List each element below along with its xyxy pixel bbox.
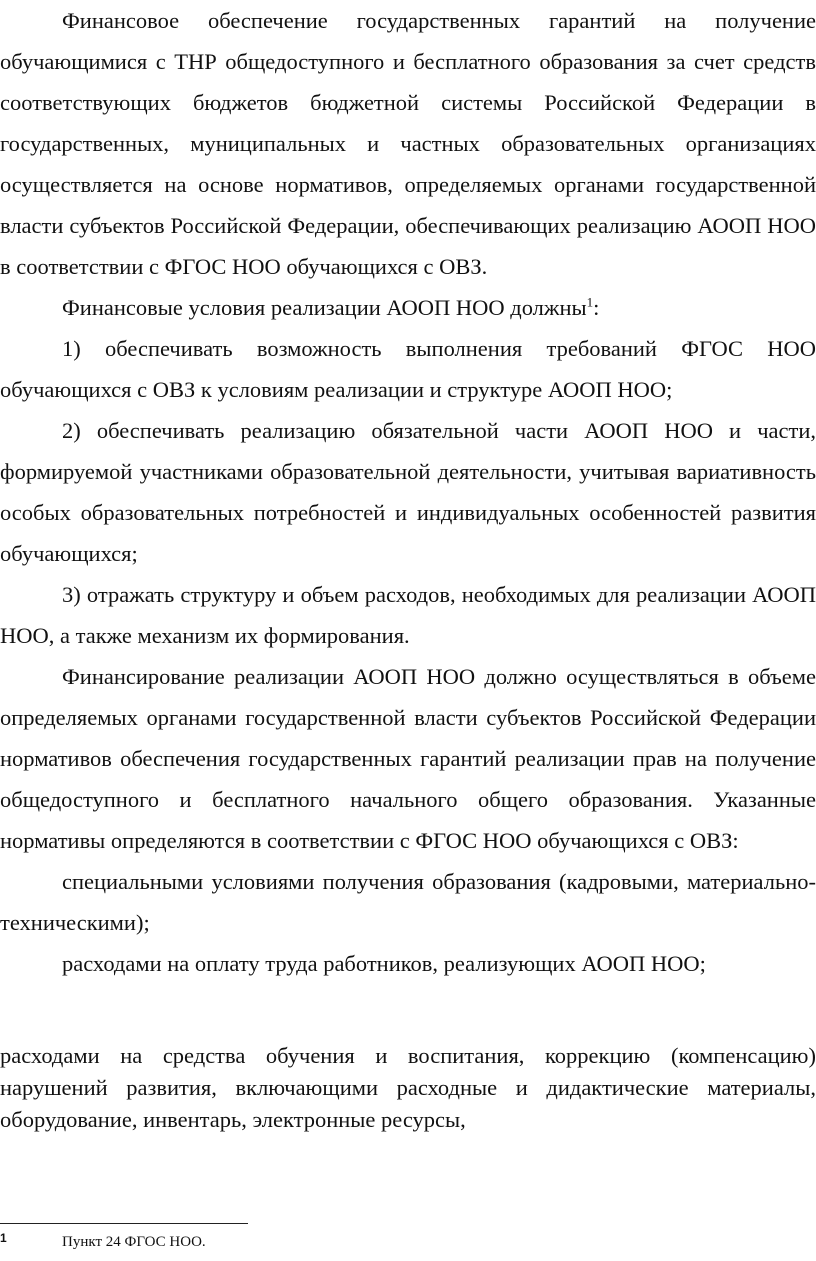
paragraph-financial-conditions-colon: :: [593, 295, 600, 320]
list-item-1: 1) обеспечивать возможность выполнения требований ФГОС НОО обучающихся с ОВЗ к условиям реализации и структуре АООП НОО;: [0, 336, 816, 402]
paragraph-learning-means: расходами на средства обучения и воспитания, коррекцию (компенсацию) нарушений развития, включающими расходные и дидактические материалы, оборудование, инвентарь, электронные ресурсы,: [0, 1043, 816, 1132]
paragraph-labor-costs: расходами на оплату труда работников, реализующих АООП НОО;: [62, 951, 706, 976]
paragraph-funding-guarantees: Финансовое обеспечение государственных гарантий на получение обучающимися с ТНР общедоступного и бесплатного образования за счет средств соответствующих бюджетов бюджетной системы Российской Федерации в государственных, муниципальных и частных образовательных организациях осуществляется на основе нормативов, определяемых органами государственной власти субъектов Российской Федерации, обеспечивающих реализацию АООП НОО в соответствии с ФГОС НОО обучающихся с ОВЗ.: [0, 8, 816, 279]
paragraph-financial-conditions-text: Финансовые условия реализации АООП НОО должны: [62, 295, 587, 320]
paragraph-special-conditions: специальными условиями получения образования (кадровыми, материально-техническими);: [0, 869, 816, 935]
list-item-3: 3) отражать структуру и объем расходов, необходимых для реализации АООП НОО, а также механизм их формирования.: [0, 582, 816, 648]
footnote-reference[interactable]: 1: [586, 294, 594, 310]
footnote-separator: [0, 1223, 248, 1224]
list-item-2: 2) обеспечивать реализацию обязательной части АООП НОО и части, формируемой участниками образовательной деятельности, учитывая вариативность особых образовательных потребностей и индивидуальных особенностей развития обучающихся;: [0, 418, 816, 566]
footnote-mark: 1: [0, 1231, 7, 1245]
paragraph-financial-conditions: [0, 287, 816, 328]
footnote-text: Пункт 24 ФГОС НОО.: [62, 1234, 206, 1250]
paragraph-financing: Финансирование реализации АООП НОО должно осуществляться в объеме определяемых органами государственной власти субъектов Российской Федерации нормативов обеспечения государственных гарантий реализации прав на получение общедоступного и бесплатного начального общего образования. Указанные нормативы определяются в соответствии с ФГОС НОО обучающихся с ОВЗ:: [0, 664, 816, 853]
